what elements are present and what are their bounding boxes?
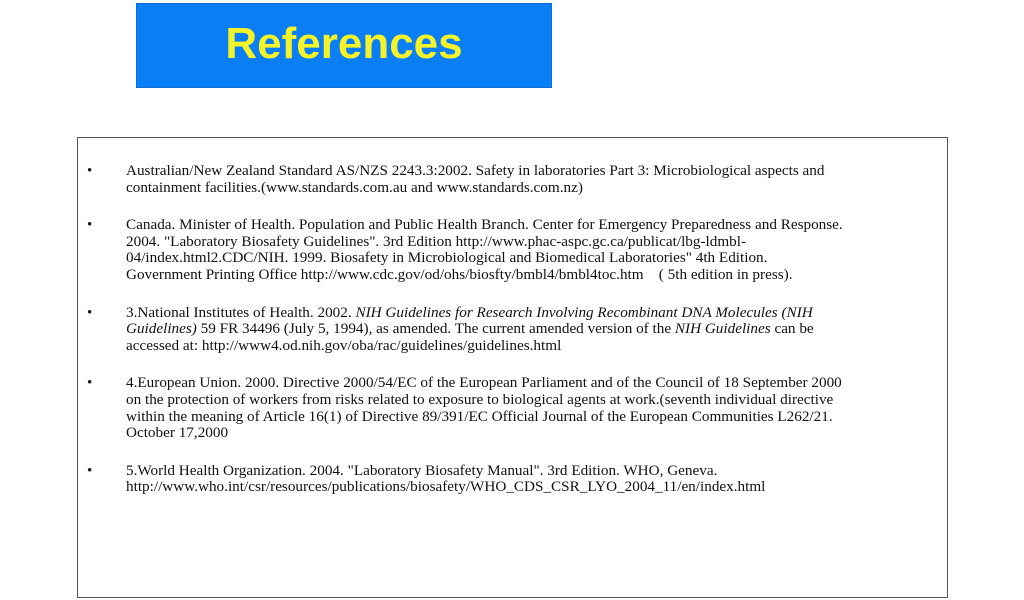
bullet-icon: •	[87, 462, 93, 479]
reference-text	[126, 463, 937, 496]
reference-italic-text: NIH Guidelines for Research Involving Recombinant DNA Molecules (NIH	[355, 303, 813, 321]
reference-text	[126, 375, 937, 441]
reference-line	[126, 305, 937, 322]
reference-line: 2004. "Laboratory Biosafety Guidelines". 3rd Edition http://www.phac-aspc.gc.ca/publicat/lbg-ldmbl-	[126, 232, 747, 250]
reference-line: http://www.who.int/csr/resources/publications/biosafety/WHO_CDS_CSR_LYO_2004_11/en/index.html	[126, 478, 766, 496]
reference-segment: accessed at: http://www4.od.nih.gov/oba/rac/guidelines/guidelines.html	[126, 336, 562, 354]
reference-line: 04/index.html2.CDC/NIH. 1999. Biosafety in Microbiological and Biomedical Laboratories" 4th Edition.	[126, 249, 768, 267]
reference-line: within the meaning of Article 16(1) of Directive 89/391/EC Official Journal of the European Communities L262/21.	[126, 407, 833, 425]
reference-text	[126, 217, 937, 283]
reference-item	[78, 163, 947, 196]
title-banner	[136, 3, 552, 88]
bullet-icon: •	[87, 163, 93, 179]
reference-segment: 3.National Institutes of Health. 2002.	[126, 303, 356, 321]
reference-item	[78, 375, 947, 441]
reference-segment: 59 FR 34496 (July 5, 1994), as amended. The current amended version of the	[196, 320, 675, 338]
reference-line: on the protection of workers from risks related to exposure to biological agents at work.(seventh individual directive	[126, 390, 834, 408]
reference-line: containment facilities.(www.standards.com.au and www.standards.com.nz)	[126, 178, 583, 196]
reference-line: October 17,2000	[126, 424, 229, 442]
reference-segment: can be	[770, 320, 814, 338]
bullet-icon: •	[87, 217, 93, 234]
reference-line: 4.European Union. 2000. Directive 2000/54/EC of the European Parliament and of the Council of 18 September 2000	[126, 374, 842, 392]
reference-line: Canada. Minister of Health. Population and Public Health Branch. Center for Emergency Preparedness and Response.	[126, 216, 843, 234]
page-title: References	[225, 18, 463, 68]
bullet-icon: •	[87, 375, 93, 392]
references-panel	[77, 137, 948, 598]
bullet-icon: •	[87, 304, 93, 321]
reference-text	[126, 305, 937, 355]
reference-line	[126, 338, 937, 355]
reference-line: 5.World Health Organization. 2004. "Laboratory Biosafety Manual". 3rd Edition. WHO, Geneva.	[126, 461, 718, 479]
reference-item	[78, 463, 947, 496]
reference-item	[78, 305, 947, 355]
reference-line: Government Printing Office http://www.cdc.gov/od/ohs/biosfty/bmbl4/bmbl4toc.htm ( 5th edition in press).	[126, 265, 793, 283]
references-list	[78, 163, 947, 517]
reference-text	[126, 163, 937, 196]
reference-line	[126, 321, 937, 338]
reference-italic-text: NIH Guidelines	[674, 320, 771, 338]
reference-line: Australian/New Zealand Standard AS/NZS 2243.3:2002. Safety in laboratories Part 3: Microbiological aspects and	[126, 162, 825, 179]
reference-item	[78, 217, 947, 283]
reference-italic-text: Guidelines)	[126, 320, 197, 338]
